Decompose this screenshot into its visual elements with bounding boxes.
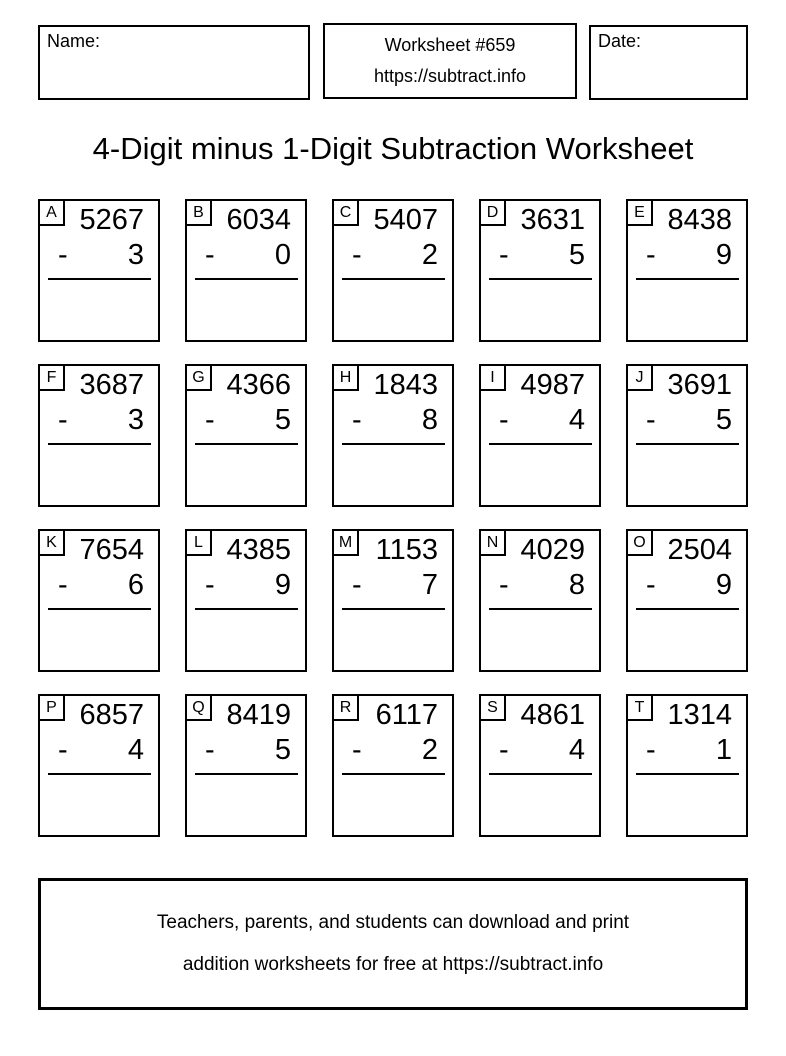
minus-sign: - (499, 733, 509, 766)
minus-sign: - (646, 403, 656, 436)
answer-line (48, 278, 151, 280)
page-title: 4-Digit minus 1-Digit Subtraction Worksheet (92, 131, 694, 166)
subtraction-row (40, 405, 158, 437)
subtrahend-value: 9 (715, 568, 732, 601)
problem-card (332, 529, 454, 672)
subtrahend-value: 9 (274, 568, 291, 601)
minuend-value: 3691 (667, 369, 732, 401)
subtrahend-value: 2 (421, 733, 438, 766)
problem-card (626, 694, 748, 837)
subtraction-row (40, 240, 158, 272)
answer-line (636, 773, 739, 775)
problem-card (38, 199, 160, 342)
answer-line (636, 443, 739, 445)
minus-sign: - (499, 238, 509, 271)
subtraction-row (187, 405, 305, 437)
minuend-value: 4861 (520, 699, 585, 731)
answer-line (636, 608, 739, 610)
subtrahend-value: 4 (568, 733, 585, 766)
problem-letter-label: L (187, 531, 212, 556)
minuend-value: 4385 (226, 534, 291, 566)
answer-line (195, 773, 298, 775)
minuend-value: 6857 (79, 699, 144, 731)
worksheet-url: https://subtract.info (373, 66, 527, 86)
answer-line (636, 278, 739, 280)
problem-letter-label: I (481, 366, 506, 391)
problem-letter-label: J (628, 366, 653, 391)
answer-line (195, 278, 298, 280)
footer-line-1: Teachers, parents, and students can download and print (156, 912, 630, 934)
problem-card (479, 529, 601, 672)
minus-sign: - (205, 403, 215, 436)
subtraction-row (481, 405, 599, 437)
answer-line (342, 443, 445, 445)
subtraction-row (481, 240, 599, 272)
subtraction-row (334, 735, 452, 767)
problem-letter-label: F (40, 366, 65, 391)
subtrahend-value: 7 (421, 568, 438, 601)
problem-card (626, 364, 748, 507)
subtrahend-value: 5 (715, 403, 732, 436)
minus-sign: - (205, 568, 215, 601)
problem-card (332, 694, 454, 837)
minus-sign: - (646, 238, 656, 271)
minus-sign: - (58, 403, 68, 436)
worksheet-number: Worksheet #659 (384, 34, 516, 55)
footer-line-2: addition worksheets for free at https://subtract.info (182, 954, 604, 975)
problem-letter-label: T (628, 696, 653, 721)
problem-letter-label: G (187, 366, 212, 391)
subtraction-row (628, 735, 746, 767)
date-field-box (589, 25, 748, 100)
answer-line (489, 443, 592, 445)
subtraction-row (481, 570, 599, 602)
subtraction-row (187, 240, 305, 272)
minus-sign: - (646, 733, 656, 766)
minus-sign: - (58, 238, 68, 271)
subtraction-row (334, 570, 452, 602)
date-label: Date: (598, 31, 642, 51)
problem-letter-label: H (334, 366, 359, 391)
problem-card (332, 364, 454, 507)
minuend-value: 4987 (520, 369, 585, 401)
subtrahend-value: 5 (274, 733, 291, 766)
answer-line (342, 278, 445, 280)
answer-line (489, 773, 592, 775)
problem-card (479, 694, 601, 837)
subtraction-row (628, 405, 746, 437)
problem-card (626, 529, 748, 672)
subtraction-row (40, 735, 158, 767)
problem-letter-label: R (334, 696, 359, 721)
subtrahend-value: 8 (568, 568, 585, 601)
problem-card (185, 199, 307, 342)
problem-letter-label: B (187, 201, 212, 226)
minuend-value: 3687 (79, 369, 144, 401)
minus-sign: - (499, 403, 509, 436)
subtraction-row (481, 735, 599, 767)
minuend-value: 7654 (79, 534, 144, 566)
minuend-value: 6034 (226, 204, 291, 236)
problem-card (38, 529, 160, 672)
answer-line (342, 773, 445, 775)
answer-line (48, 773, 151, 775)
minuend-value: 8438 (667, 204, 732, 236)
subtrahend-value: 9 (715, 238, 732, 271)
minus-sign: - (646, 568, 656, 601)
subtrahend-value: 8 (421, 403, 438, 436)
minuend-value: 5267 (79, 204, 144, 236)
minuend-value: 1153 (375, 534, 438, 566)
minuend-value: 1314 (667, 699, 732, 731)
subtrahend-value: 3 (127, 238, 144, 271)
answer-line (489, 278, 592, 280)
subtrahend-value: 4 (127, 733, 144, 766)
subtrahend-value: 2 (421, 238, 438, 271)
problem-card (185, 694, 307, 837)
footer-box (38, 878, 748, 1010)
problem-card (479, 364, 601, 507)
problem-letter-label: M (334, 531, 359, 556)
problem-letter-label: K (40, 531, 65, 556)
problems-grid (38, 199, 748, 859)
minus-sign: - (352, 568, 362, 601)
subtraction-row (334, 240, 452, 272)
problem-letter-label: C (334, 201, 359, 226)
minuend-value: 4366 (226, 369, 291, 401)
minus-sign: - (352, 238, 362, 271)
answer-line (48, 443, 151, 445)
subtraction-row (628, 570, 746, 602)
minuend-value: 3631 (520, 204, 585, 236)
minus-sign: - (205, 733, 215, 766)
minus-sign: - (499, 568, 509, 601)
problem-card (626, 199, 748, 342)
worksheet-info-box (323, 23, 577, 99)
problem-card (185, 364, 307, 507)
minus-sign: - (58, 568, 68, 601)
subtraction-row (187, 735, 305, 767)
problem-card (38, 694, 160, 837)
problem-letter-label: Q (187, 696, 212, 721)
subtrahend-value: 5 (274, 403, 291, 436)
problem-letter-label: E (628, 201, 653, 226)
subtrahend-value: 4 (568, 403, 585, 436)
problem-card (185, 529, 307, 672)
subtrahend-value: 1 (715, 733, 732, 766)
problem-letter-label: D (481, 201, 506, 226)
problem-letter-label: A (40, 201, 65, 226)
subtraction-row (334, 405, 452, 437)
name-field-box (38, 25, 310, 100)
name-label: Name: (47, 31, 101, 51)
minus-sign: - (58, 733, 68, 766)
minuend-value: 2504 (667, 534, 732, 566)
subtrahend-value: 6 (127, 568, 144, 601)
answer-line (489, 608, 592, 610)
subtrahend-value: 0 (274, 238, 291, 271)
answer-line (195, 443, 298, 445)
problem-letter-label: P (40, 696, 65, 721)
problem-letter-label: O (628, 531, 653, 556)
problem-card (38, 364, 160, 507)
minuend-value: 6117 (375, 699, 438, 731)
subtraction-row (187, 570, 305, 602)
subtraction-row (628, 240, 746, 272)
minuend-value: 4029 (520, 534, 585, 566)
minuend-value: 5407 (373, 204, 438, 236)
answer-line (342, 608, 445, 610)
problem-card (332, 199, 454, 342)
minuend-value: 1843 (373, 369, 438, 401)
minus-sign: - (205, 238, 215, 271)
subtraction-row (40, 570, 158, 602)
answer-line (195, 608, 298, 610)
problem-letter-label: N (481, 531, 506, 556)
problem-letter-label: S (481, 696, 506, 721)
minuend-value: 8419 (226, 699, 291, 731)
answer-line (48, 608, 151, 610)
minus-sign: - (352, 733, 362, 766)
subtrahend-value: 5 (568, 238, 585, 271)
problem-card (479, 199, 601, 342)
minus-sign: - (352, 403, 362, 436)
subtrahend-value: 3 (127, 403, 144, 436)
